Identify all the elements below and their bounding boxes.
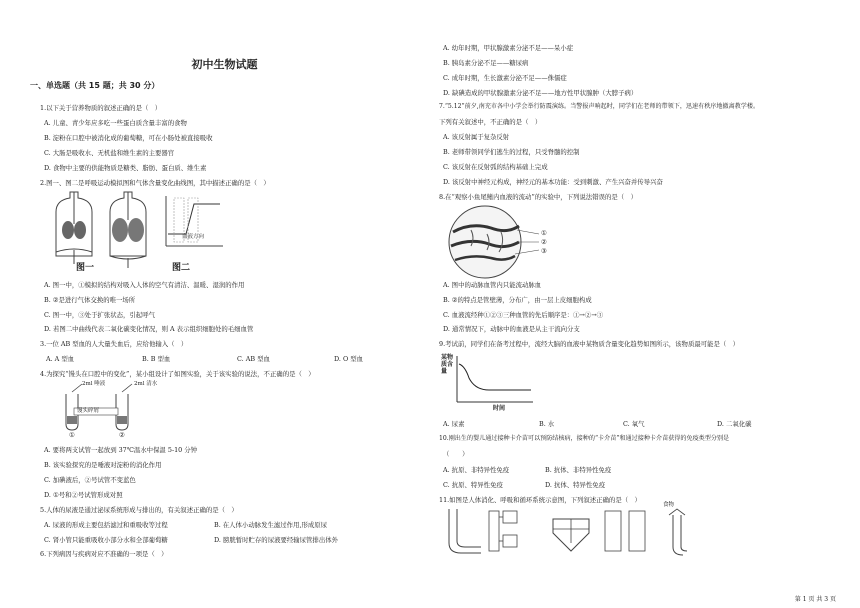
q6-option-d: D. 缺碘造成的甲状腺激素分泌不足——地方性甲状腺肿（大脖子病） <box>443 89 638 97</box>
q2-option-c: C. 图一中，③处于扩张状态，引起呼气 <box>44 311 155 319</box>
q4-tube2-number: ② <box>119 431 125 439</box>
q8-label-3: ③ <box>541 247 547 255</box>
q10-stem: 10.刚出生的婴儿通过接种卡介苗可以预防结核病，接种的“卡介苗”和通过接种卡介苗获得的免疫类型分别是 <box>439 435 730 442</box>
q3-option-b: B. B 型血 <box>142 355 171 363</box>
q11-system-diagram <box>441 507 697 559</box>
q7-option-c: C. 该反射在反射弧的结构基础上完成 <box>443 163 548 171</box>
q9-option-d: D. 二氧化碳 <box>717 420 752 428</box>
q8-option-c: C. 血液流经种①②③三种血管的先后顺序是：①→②→③ <box>443 311 604 319</box>
q1-option-a: A. 儿童、青少年应多吃一些蛋白质含量丰富的食物 <box>44 119 187 127</box>
q9-option-c: C. 氧气 <box>623 420 645 428</box>
q9-y-label: 某物质含量 <box>441 354 454 375</box>
q7-stem-line1: 7.“5.12”前夕,南充市各中小学会举行防震演练。当警报声响起时，同学们在老师的带领下，迅速有秩序地撤离教学楼。 <box>439 103 760 110</box>
q10-stem-paren: （ ） <box>443 450 469 458</box>
q10-option-a: A. 抗原、非特异性免疫 <box>443 466 510 474</box>
q3-option-d: D. O 型血 <box>334 355 364 363</box>
q11-stem: 11.如图是人体消化、呼吸和循环系统示意图，下列叙述正确的是（ ） <box>439 496 641 504</box>
q3-option-c: C. AB 型血 <box>237 355 270 363</box>
section-heading: 一、单选题（共 15 题；共 30 分） <box>30 81 160 90</box>
q10-option-c: C. 抗原、特异性免疫 <box>443 481 503 489</box>
page-title: 初中生物试题 <box>191 58 258 71</box>
q2-option-d: D. 若图二中曲线代表二氧化碳变化情况，则 A 表示组织细胞处的毛细血管 <box>44 325 254 333</box>
q4-option-c: C. 加碘液后，②号试管不变蓝色 <box>44 476 136 484</box>
q6-option-b: B. 胰岛素分泌不足——糖尿病 <box>443 59 529 67</box>
q7-option-a: A. 该反射属于复杂反射 <box>443 133 510 141</box>
q11-food-label: 食物 <box>663 502 675 508</box>
q5-option-c: C. 肾小管只能重吸收小部分水和全部葡萄糖 <box>44 536 168 544</box>
q10-option-d: D. 抗体、特异性免疫 <box>545 481 606 489</box>
q6-stem: 6.下列病因与疾病对应不准确的一项是（ ） <box>40 550 168 558</box>
q10-option-b: B. 抗体、非特异性免疫 <box>545 466 612 474</box>
q2-figure <box>48 190 228 272</box>
q2-fig2-caption: 图二 <box>172 263 191 273</box>
q2-option-b: B. ②是进行气体交换的唯一场所 <box>44 296 136 304</box>
q4-tube1-label: 2ml 唾液 <box>82 381 106 387</box>
q8-option-d: D. 通常情况下，动脉中的血液是从主干流向分支 <box>443 325 580 333</box>
q9-option-b: B. 水 <box>539 420 555 428</box>
q5-option-d: D. 膀胱暂时贮存的尿液要经输尿管排出体外 <box>214 536 338 544</box>
q9-option-a: A. 尿素 <box>443 420 465 428</box>
q7-option-d: D. 该反射中神经元构成，神经元的基本功能：受到刺激、产生兴奋并传导兴奋 <box>443 178 663 186</box>
q5-option-b: B. 在人体小动脉发生滤过作用,形成原尿 <box>214 521 328 529</box>
q1-stem: 1.以下关于营养物质的叙述正确的是（ ） <box>40 104 162 112</box>
q5-stem: 5.人体的尿液是通过泌尿系统形成与排出的，有关叙述正确的是（ ） <box>40 506 238 514</box>
q2-option-a: A. 图一中，①模拟的结构对吸入人体的空气有清洁、温暖、湿润的作用 <box>44 281 245 289</box>
q2-stem: 2.图一、图二是呼吸运动模拟图和气体含量变化曲线图，其中描述正确的是（ ） <box>40 179 270 187</box>
q4-tube2-label: 2ml 清水 <box>134 381 158 387</box>
q2-fig1-caption: 图一 <box>76 263 95 273</box>
q4-option-a: A. 要将两支试管一起放到 37℃温水中保温 5-10 分钟 <box>44 446 198 454</box>
q2-axis-label: 血液方向 <box>182 234 205 240</box>
q3-option-a: A. A 型血 <box>46 355 75 363</box>
q8-label-2: ② <box>541 238 547 246</box>
page-footer: 第 1 页 共 3 页 <box>794 596 836 603</box>
q3-stem: 3.一位 AB 型血的人大量失血后，应给他输入（ ） <box>40 340 188 348</box>
q8-option-a: A. 图中的动脉血管内只能流动脉血 <box>443 281 542 289</box>
q4-test-tube-figure <box>52 380 152 440</box>
q1-option-b: B. 淀粉在口腔中被消化成的葡萄糖，可在小肠处被直接吸收 <box>44 134 213 142</box>
q4-option-b: B. 该实验探究的是唾液对淀粉的消化作用 <box>44 461 162 469</box>
q9-trend-chart <box>455 356 535 406</box>
q4-option-d: D. ①号和②号试管形成对照 <box>44 491 123 499</box>
q5-option-a: A. 尿液的形成主要包括滤过和重吸收等过程 <box>44 521 168 529</box>
q8-fish-tail-figure <box>441 204 551 280</box>
q7-option-b: B. 老师带领同学们逃生的过程，只受脊髓的控制 <box>443 148 580 156</box>
q9-stem: 9.考试前，同学们在备考过程中，流经大脑的血液中某物质含量变化趋势如图所示，该物质最可能是（ ） <box>439 340 740 348</box>
q8-option-b: B. ②的特点是管壁薄，分布广，由一层上皮细胞构成 <box>443 296 592 304</box>
q4-stem: 4.为探究“馒头在口腔中的变化”，某小组设计了如图实验，关于该实验的说法，不正确的是（ ） <box>40 370 315 378</box>
q8-stem: 8.在“观察小鱼尾鳍内血液的流动”的实验中，下列说法错误的是（ ） <box>439 193 637 201</box>
q6-option-c: C. 成年时期，生长激素分泌不足——侏儒症 <box>443 74 567 82</box>
q8-label-1: ① <box>541 229 547 237</box>
q9-x-label: 时间 <box>493 405 506 412</box>
q1-option-c: C. 大肠是吸收水、无机盐和维生素的主要器官 <box>44 149 175 157</box>
q6-option-a: A. 幼年时期，甲状腺激素分泌不足——呆小症 <box>443 44 574 52</box>
q4-bread-label: 馒头碎屑 <box>77 408 100 414</box>
q4-tube1-number: ① <box>69 431 75 439</box>
q7-stem-line2: 下列有关叙述中，不正确的是（ ） <box>439 118 542 126</box>
q1-option-d: D. 食物中主要的供能物质是糖类、脂肪、蛋白质、维生素 <box>44 164 207 172</box>
